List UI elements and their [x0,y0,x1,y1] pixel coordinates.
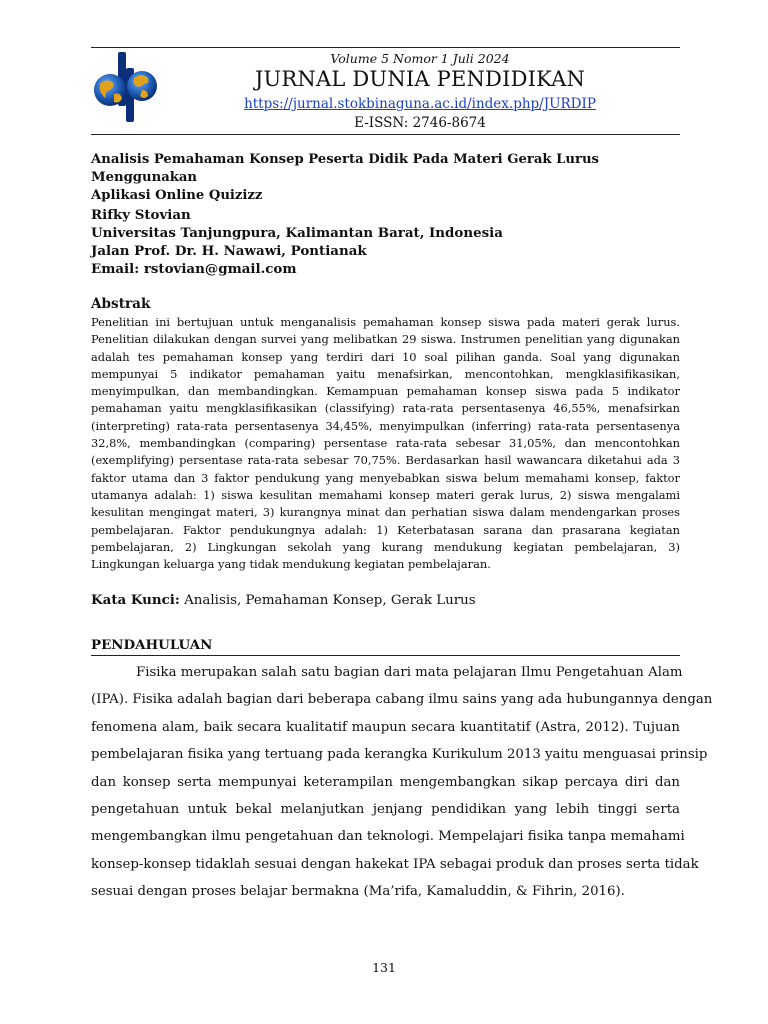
abstract-line: Penelitian dilakukan dengan survei yang melibatkan 29 siswa. Instrumen penelitian yang digunakan [91,332,680,347]
author-address: Jalan Prof. Dr. H. Nawawi, Pontianak [91,243,367,259]
article-title-line: Aplikasi Online Quizizz [91,188,263,203]
intro-line: konsep-konsep tidaklah sesuai dengan hakekat IPA sebagai produk dan proses serta tidak [91,856,699,872]
abstract-heading: Abstrak [91,296,151,312]
keywords-label: Kata Kunci: [91,592,180,608]
abstract-line: faktor utama dan 3 faktor pendukung yang menyebabkan siswa belum memahami konsep, faktor [91,470,680,485]
journal-title: JURNAL DUNIA PENDIDIKAN [254,67,586,91]
abstract-line: kesulitan mengingat materi, 3) kurangnya minat dan perhatian siswa dalam mendengarkan proses [91,505,680,520]
author-name: Rifky Stovian [91,207,191,223]
abstract-line: pembelajaran. Faktor pendukungnya adalah: 1) Keterbatasan sarana dan prasarana kegiatan [91,522,680,537]
intro-line: Fisika merupakan salah satu bagian dari mata pelajaran Ilmu Pengetahuan Alam [136,665,683,680]
author-affiliation: Universitas Tanjungpura, Kalimantan Barat, Indonesia [91,225,503,241]
article-title-line: Analisis Pemahaman Konsep Peserta Didik Pada Materi Gerak Lurus Menggunakan [91,152,599,185]
page-number: 131 [372,960,396,975]
intro-line: dan konsep serta mempunyai keterampilan mengembangkan sikap percaya diri dan [91,774,680,790]
keywords-value: Analisis, Pemahaman Konsep, Gerak Lurus [184,593,476,608]
intro-paragraph [91,659,713,906]
abstract-line: pemahaman yaitu mengklasifikasikan (classifying) rata-rata persentasenya 46,55%, menafsirkan [91,401,680,416]
abstract-line: pembelajaran, 2) Lingkungan sekolah yang kurang mendukung kegiatan pembelajaran, 3) [91,539,680,554]
author-email: Email: rstovian@gmail.com [91,261,297,277]
intro-line: sesuai dengan proses belajar bermakna (Ma’rifa, Kamaluddin, & Fihrin, 2016). [91,884,625,900]
abstract-line: 32,8%, membandingkan (comparing) persentase rata-rata sebesar 31,05%, dan mencontohkan [91,436,680,451]
intro-line: (IPA). Fisika adalah bagian dari beberapa cabang ilmu sains yang ada hubungannya dengan [91,692,713,708]
keywords [91,592,476,608]
abstract-line: mempunyai 5 indikator pemahaman yaitu menafsirkan, mencontohkan, mengklasifikasikan, [91,366,680,381]
journal-issn: E-ISSN: 2746-8674 [354,115,486,131]
intro-line: pembelajaran fisika yang tertuang pada kerangka Kurikulum 2013 yaitu menguasai prinsip [91,747,708,763]
abstract-line: (interpreting) rata-rata persentasenya 34,45%, menyimpulkan (inferring) rata-rata persentasenya [91,418,680,433]
abstract-line: utamanya adalah: 1) siswa kesulitan memahami konsep materi gerak lurus, 2) siswa mengalami [91,487,680,502]
intro-line: mengembangkan ilmu pengetahuan dan teknologi. Mempelajari fisika tanpa memahami [91,829,685,845]
header-top-rule [91,47,680,48]
journal-volume: Volume 5 Nomor 1 Juli 2024 [330,51,510,66]
section-rule [91,655,680,656]
abstract-line: Penelitian ini bertujuan untuk menganalisis pemahaman konsep siswa pada materi gerak lurus. [91,315,680,329]
section-heading: PENDAHULUAN [91,637,213,653]
intro-line: fenomena alam, baik secara kualitatif maupun secara kuantitatif (Astra, 2012). Tujuan [91,719,680,735]
abstract-line: Lingkungan keluarga yang tidak mendukung kegiatan pembelajaran. [91,557,491,572]
abstract-line: (exemplifying) persentase rata-rata sebesar 70,75%. Berdasarkan hasil wawancara diketahui ada 3 [91,453,680,468]
abstract-body [91,314,680,573]
journal-url-link[interactable]: https://jurnal.stokbinaguna.ac.id/index.php/JURDIP [244,96,596,112]
abstract-line: adalah tes pemahaman konsep yang terdiri dari 10 soal pilihan ganda. Soal yang digunakan [91,349,680,364]
journal-logo-icon [92,48,158,124]
header-bottom-rule [91,134,680,135]
intro-line: pengetahuan untuk bekal melanjutkan jenjang pendidikan yang lebih tinggi serta [91,801,680,817]
abstract-line: menyimpulkan, dan membandingkan. Kemampuan pemahaman konsep siswa pada 5 indikator [91,384,680,399]
article-title [91,151,680,205]
